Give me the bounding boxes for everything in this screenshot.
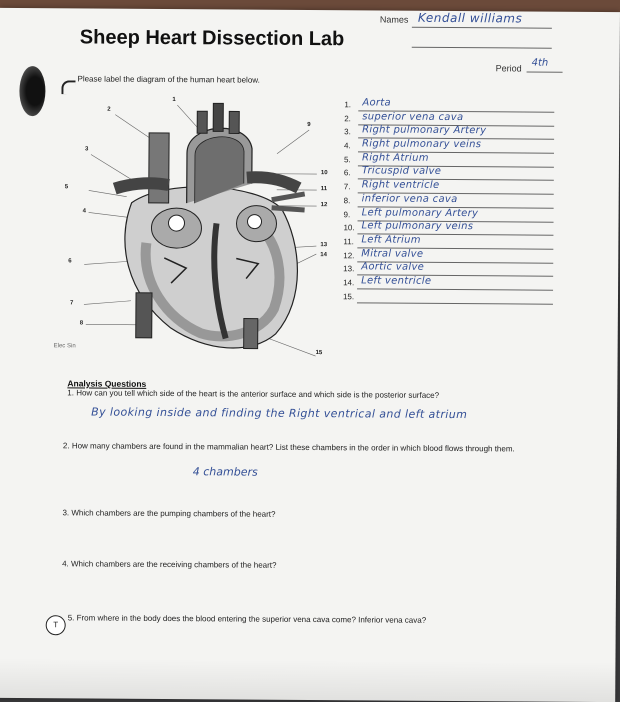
answer-number: 8. [344,196,351,205]
answer-number: 15. [343,292,354,301]
answer-text: superior vena cava [362,111,463,123]
answer-line [357,302,553,304]
answer-text: Mitral valve [361,248,423,259]
answer-text: Left ventricle [361,275,431,286]
diagram-instruction: Please label the diagram of the human heart below. [77,74,259,84]
answer-text: Left pulmonary Artery [362,207,479,219]
question-3: 3. Which chambers are the pumping chambers of the heart? [62,508,275,518]
answer-number: 7. [344,182,351,191]
question-5: 5. From where in the body does the blood entering the superior vena cava come? Inferior vena cava? [68,613,426,625]
question-1: 1. How can you tell which side of the heart is the anterior surface and which side is the posterior surface? [67,388,439,400]
answer-text: Left Atrium [361,234,420,245]
period-value: 4th [532,58,549,69]
heart-diagram [76,92,338,364]
answer-row [343,276,553,291]
names-underline [412,27,552,29]
page-title: Sheep Heart Dissection Lab [80,26,345,51]
diagram-label: 9 [307,122,310,128]
diagram-label: 1 [172,97,175,103]
names-value: Kendall williams [418,11,522,26]
diagram-label: 15 [316,350,323,356]
answer-number: 14. [343,278,354,287]
diagram-label: 2 [107,107,110,113]
answer-number: 5. [344,155,351,164]
analysis-heading: Analysis Questions [67,378,146,389]
answer-text: Right ventricle [362,179,440,191]
side-badge: Elec Sin [54,342,76,350]
binder-hole [19,66,45,116]
diagram-label: 5 [65,184,68,190]
heart-illustration [76,92,338,364]
names-label: Names [380,14,409,24]
period-label: Period [496,63,522,73]
diagram-label: 4 [83,208,86,214]
answer-row [343,290,553,305]
answer-text: Tricuspid valve [362,166,441,178]
diagram-label: 13 [320,242,327,248]
answer-number: 2. [344,114,351,123]
answer-text: Aorta [362,97,391,108]
period-underline [527,72,563,73]
diagram-label: 6 [68,258,71,264]
answer-text: Right Atrium [362,152,429,163]
answer-number: 1. [344,100,351,109]
answer-number: 12. [343,251,354,260]
answer-number: 11. [343,237,354,246]
worksheet-page [0,8,620,702]
answer-number: 6. [344,169,351,178]
answer-2-handwritten: 4 chambers [193,465,258,478]
question-4: 4. Which chambers are the receiving chambers of the heart? [62,559,276,569]
answer-number: 13. [343,264,354,273]
diagram-label: 8 [80,320,83,326]
answer-1-handwritten: By looking inside and finding the Right ventrical and left atrium [91,405,467,421]
diagram-label: 3 [85,146,88,152]
answer-number: 4. [344,141,351,150]
question-2: 2. How many chambers are found in the mammalian heart? List these chambers in the order in which blood flows through them. [63,440,563,454]
diagram-label: 14 [320,252,327,258]
answer-list [343,98,554,305]
diagram-label: 10 [321,170,328,176]
diagram-label: 11 [321,186,327,192]
cursor-icon [61,80,75,94]
text-tool-icon[interactable]: T [46,615,66,635]
answer-text: Left pulmonary veins [361,221,473,233]
answer-number: 10. [343,223,354,232]
answer-text: Right pulmonary veins [362,138,481,150]
answer-text: Right pulmonary Artery [362,125,486,137]
diagram-label: 7 [70,300,73,306]
answer-number: 9. [344,210,351,219]
answer-text: inferior vena cava [362,193,458,205]
diagram-label: 12 [321,202,328,208]
answer-text: Aortic valve [361,262,424,273]
names-underline-2 [412,47,552,49]
answer-number: 3. [344,128,351,137]
